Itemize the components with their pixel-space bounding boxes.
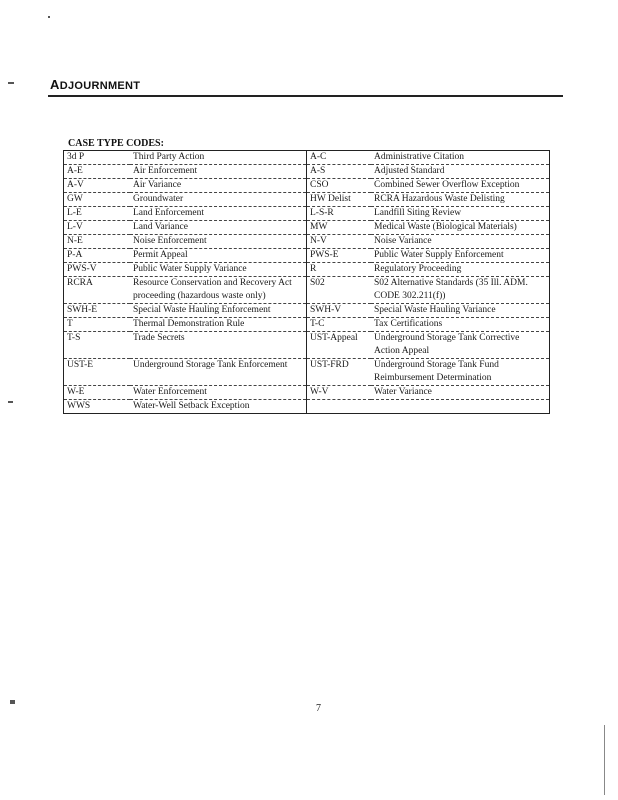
- table-row: [64, 235, 550, 249]
- page-heading: [50, 77, 140, 92]
- code-cell: HW Delist: [307, 193, 372, 207]
- description-cell: Permit Appeal: [130, 249, 307, 263]
- code-cell: T-C: [307, 318, 372, 332]
- page-number: 7: [316, 703, 321, 714]
- table-row: [64, 151, 550, 165]
- description-cell: Underground Storage Tank Fund Reimbursement Determination: [371, 359, 550, 386]
- description-cell: Noise Enforcement: [130, 235, 307, 249]
- description-cell: Special Waste Hauling Variance: [371, 304, 550, 318]
- table-row: [64, 179, 550, 193]
- description-cell: Thermal Demonstration Rule: [130, 318, 307, 332]
- scan-speck: [604, 725, 605, 795]
- code-cell: CSO: [307, 179, 372, 193]
- heading-divider: [48, 95, 563, 97]
- code-cell: P-A: [64, 249, 131, 263]
- table-row: [64, 359, 550, 386]
- table-row: [64, 165, 550, 179]
- case-type-codes-label: CASE TYPE CODES:: [68, 138, 164, 149]
- code-cell: [307, 400, 372, 414]
- code-cell: S02: [307, 277, 372, 304]
- table-row: [64, 386, 550, 400]
- table-row: [64, 304, 550, 318]
- code-cell: SWH-E: [64, 304, 131, 318]
- description-cell: Public Water Supply Variance: [130, 263, 307, 277]
- description-cell: Water Enforcement: [130, 386, 307, 400]
- code-cell: PWS-V: [64, 263, 131, 277]
- code-cell: 3d P: [64, 151, 131, 165]
- description-cell: Resource Conservation and Recovery Act proceeding (hazardous waste only): [130, 277, 307, 304]
- table-row: [64, 332, 550, 359]
- description-cell: Underground Storage Tank Enforcement: [130, 359, 307, 386]
- description-cell: Land Enforcement: [130, 207, 307, 221]
- code-cell: L-V: [64, 221, 131, 235]
- code-cell: RCRA: [64, 277, 131, 304]
- case-type-codes-table: [63, 150, 550, 414]
- code-cell: N-V: [307, 235, 372, 249]
- description-cell: Special Waste Hauling Enforcement: [130, 304, 307, 318]
- code-cell: UST-E: [64, 359, 131, 386]
- description-cell: Landfill Siting Review: [371, 207, 550, 221]
- table-row: [64, 249, 550, 263]
- description-cell: Administrative Citation: [371, 151, 550, 165]
- code-cell: WWS: [64, 400, 131, 414]
- description-cell: Tax Certifications: [371, 318, 550, 332]
- description-cell: Adjusted Standard: [371, 165, 550, 179]
- code-cell: T: [64, 318, 131, 332]
- code-cell: UST-Appeal: [307, 332, 372, 359]
- code-cell: A-C: [307, 151, 372, 165]
- description-cell: Land Variance: [130, 221, 307, 235]
- page-heading-initial: A: [50, 77, 60, 92]
- code-cell: A-V: [64, 179, 131, 193]
- code-cell: PWS-E: [307, 249, 372, 263]
- code-cell: L-E: [64, 207, 131, 221]
- code-cell: A-S: [307, 165, 372, 179]
- description-cell: S02 Alternative Standards (35 Ill. ADM. CODE 302.211(f)): [371, 277, 550, 304]
- table-row: [64, 193, 550, 207]
- table-row: [64, 207, 550, 221]
- page-heading-rest: DJOURNMENT: [59, 80, 141, 92]
- description-cell: Underground Storage Tank Corrective Action Appeal: [371, 332, 550, 359]
- description-cell: Noise Variance: [371, 235, 550, 249]
- code-cell: UST-FRD: [307, 359, 372, 386]
- scan-speck: [10, 700, 15, 704]
- description-cell: [371, 400, 550, 414]
- code-cell: T-S: [64, 332, 131, 359]
- description-cell: Public Water Supply Enforcement: [371, 249, 550, 263]
- code-cell: N-E: [64, 235, 131, 249]
- description-cell: RCRA Hazardous Waste Delisting: [371, 193, 550, 207]
- code-cell: L-S-R: [307, 207, 372, 221]
- scan-speck: [8, 82, 14, 84]
- code-cell: W-V: [307, 386, 372, 400]
- scan-speck: [8, 401, 13, 403]
- description-cell: Regulatory Proceeding: [371, 263, 550, 277]
- codes-table-body: [64, 151, 550, 414]
- code-cell: GW: [64, 193, 131, 207]
- description-cell: Water-Well Setback Exception: [130, 400, 307, 414]
- code-cell: W-E: [64, 386, 131, 400]
- table-row: [64, 277, 550, 304]
- table-row: [64, 221, 550, 235]
- description-cell: Trade Secrets: [130, 332, 307, 359]
- code-cell: R: [307, 263, 372, 277]
- scan-speck: [48, 16, 50, 18]
- description-cell: Third Party Action: [130, 151, 307, 165]
- table-row: [64, 263, 550, 277]
- description-cell: Medical Waste (Biological Materials): [371, 221, 550, 235]
- description-cell: Groundwater: [130, 193, 307, 207]
- description-cell: Combined Sewer Overflow Exception: [371, 179, 550, 193]
- description-cell: Air Variance: [130, 179, 307, 193]
- code-cell: A-E: [64, 165, 131, 179]
- description-cell: Air Enforcement: [130, 165, 307, 179]
- code-cell: SWH-V: [307, 304, 372, 318]
- code-cell: MW: [307, 221, 372, 235]
- table-row: [64, 318, 550, 332]
- description-cell: Water Variance: [371, 386, 550, 400]
- table-row: [64, 400, 550, 414]
